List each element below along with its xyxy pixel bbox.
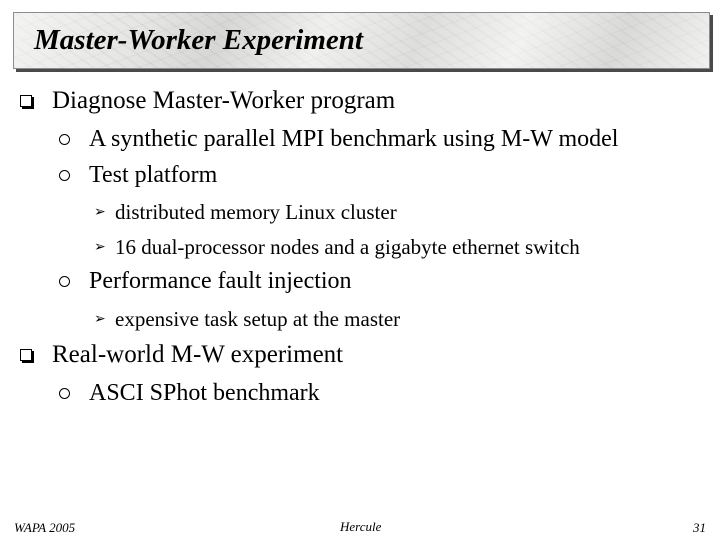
bullet-item-level2: Performance fault injection xyxy=(89,268,352,294)
bullet-item-level2: Test platform xyxy=(89,162,218,188)
bullet-item-level3: distributed memory Linux cluster xyxy=(115,200,397,224)
circle-bullet-icon xyxy=(59,388,70,399)
circle-bullet-icon xyxy=(59,276,70,287)
arrow-bullet-icon: ➢ xyxy=(94,239,106,255)
footer-center: Hercule xyxy=(340,519,382,534)
bullet-item-level3: expensive task setup at the master xyxy=(115,307,401,331)
slide-title: Master-Worker Experiment xyxy=(34,24,363,56)
arrow-bullet-icon: ➢ xyxy=(94,311,106,327)
bullet-item-level2: A synthetic parallel MPI benchmark using M-W model xyxy=(89,126,619,152)
bullet-item-level1: Diagnose Master-Worker program xyxy=(52,87,396,114)
arrow-bullet-icon: ➢ xyxy=(94,204,106,220)
circle-bullet-icon xyxy=(59,170,70,181)
title-bar xyxy=(13,12,710,69)
bullet-item-level3: 16 dual-processor nodes and a gigabyte ethernet switch xyxy=(115,235,580,259)
slide-number: 31 xyxy=(693,520,706,535)
circle-bullet-icon xyxy=(59,134,70,145)
bullet-item-level1: Real-world M-W experiment xyxy=(52,341,344,368)
square-bullet-icon xyxy=(20,95,32,107)
square-bullet-icon xyxy=(20,349,32,361)
bullet-item-level2: ASCI SPhot benchmark xyxy=(89,380,320,406)
footer-left: WAPA 2005 xyxy=(14,520,76,535)
